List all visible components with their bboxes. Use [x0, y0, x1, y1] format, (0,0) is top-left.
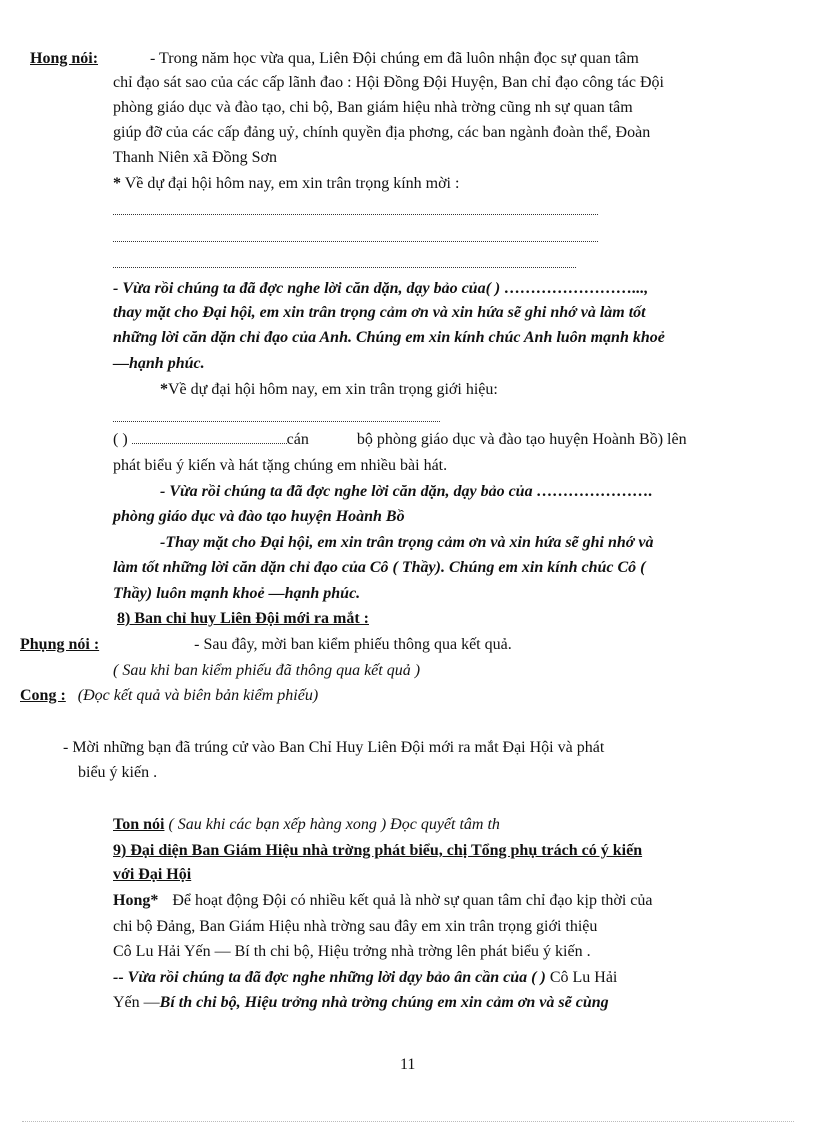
page-number: 11 [400, 1056, 416, 1073]
thanks-line: -- Vừa rồi chúng ta đã đợc nghe những lời dạy bảo ân cần của ( ) Cô Lu Hải [113, 969, 618, 986]
speaker-label: Cong : [20, 687, 66, 704]
invite-line: * Về dự đại hội hôm nay, em xin trân trọng kính mời : [113, 175, 460, 192]
thanks-line: -Thay mặt cho Đại hội, em xin trân trọng cảm ơn và xin hứa sẽ ghi nhớ và [160, 534, 654, 551]
thanks-line: Yến —Bí th chi bộ, Hiệu trởng nhà trờng chúng em xin cảm ơn và sẽ cùng [113, 994, 609, 1011]
speaker-label: Ton nói [113, 816, 165, 833]
para-line: biểu ý kiến . [78, 764, 158, 781]
thanks-line: làm tốt những lời căn dặn chỉ đạo của Cô ( Thầy). Chúng em xin kính chúc Cô ( [113, 559, 646, 576]
blank-fill-line [113, 267, 576, 268]
para-line: Ton nói ( Sau khi các bạn xếp hàng xong ) Đọc quyết tâm th [113, 816, 500, 833]
stage-direction: ( Sau khi ban kiểm phiếu đã thông qua kết quả ) [113, 662, 421, 679]
para-line: phòng giáo dục và đào tạo, chi bộ, Ban giám hiệu nhà trờng cũng nh sự quan tâm [113, 99, 633, 116]
para-line: Phụng nói : - Sau đây, mời ban kiểm phiếu thông qua kết quả. [20, 636, 512, 653]
para-line: phát biểu ý kiến và hát tặng chúng em nhiều bài hát. [113, 457, 448, 474]
speaker-label: Hong* [113, 892, 159, 909]
section-heading: 8) Ban chỉ huy Liên Đội mới ra mắt : [117, 610, 369, 627]
para-line: Thanh Niên xã Đồng Sơn [113, 149, 277, 166]
speaker-label: Phụng nói : [20, 636, 100, 653]
thanks-line: thay mặt cho Đại hội, em xin trân trọng cảm ơn và xin hứa sẽ ghi nhớ và làm tốt [113, 304, 646, 321]
blank-fill-line [113, 214, 598, 215]
para-line: chỉ đạo sát sao của các cấp lãnh đao : Hội Đồng Đội Huyện, Ban chỉ đạo công tác Đội [113, 74, 664, 91]
thanks-line: phòng giáo dục và đào tạo huyện Hoành Bồ [113, 508, 405, 525]
section-heading: 9) Đại diện Ban Giám Hiệu nhà trờng phát biểu, chị Tổng phụ trách có ý kiến [113, 842, 643, 859]
introduce-line: *Về dự đại hội hôm nay, em xin trân trọng giới hiệu: [160, 381, 498, 398]
thanks-line: những lời căn dặn chỉ đạo của Anh. Chúng em xin kính chúc Anh luôn mạnh khoẻ [113, 329, 665, 346]
para-line: ( ) cán bộ phòng giáo dục và đào tạo huyện Hoành Bồ) lên [113, 431, 687, 448]
footer-divider [22, 1121, 794, 1122]
blank-fill-line [113, 421, 440, 422]
para-line: Cong : (Đọc kết quả và biên bản kiểm phiếu) [20, 687, 319, 704]
thanks-line: - Vừa rồi chúng ta đã đợc nghe lời căn dặn, dạy bảo của …………………. [160, 483, 653, 500]
para-line: Cô Lu Hải Yến — Bí th chi bộ, Hiệu trởng nhà trờng lên phát biểu ý kiến . [113, 943, 591, 960]
section-heading: với Đại Hội [113, 866, 192, 883]
para-line: chi bộ Đảng, Ban Giám Hiệu nhà trờng sau đây em xin trân trọng giới thiệu [113, 918, 598, 935]
para-line: Hong nói: - Trong năm học vừa qua, Liên Đội chúng em đã luôn nhận đọc sự quan tâm [30, 50, 639, 67]
thanks-line: Thầy) luôn mạnh khoẻ —hạnh phúc. [113, 585, 361, 602]
thanks-line: —hạnh phúc. [113, 355, 205, 372]
para-line: giúp đỡ của các cấp đảng uỷ, chính quyền địa phơng, các ban ngành đoàn thể, Đoàn [113, 124, 651, 141]
para-line: Hong* Để hoạt động Đội có nhiều kết quả là nhờ sự quan tâm chỉ đạo kịp thời của [113, 892, 653, 909]
speaker-label: Hong nói: [30, 50, 99, 67]
thanks-line: - Vừa rồi chúng ta đã đợc nghe lời căn dặn, dạy bảo của( ) ……………………..., [113, 280, 649, 297]
para-line: - Mời những bạn đã trúng cử vào Ban Chỉ Huy Liên Đội mới ra mắt Đại Hội và phát [63, 739, 605, 756]
blank-fill-line [113, 241, 598, 242]
